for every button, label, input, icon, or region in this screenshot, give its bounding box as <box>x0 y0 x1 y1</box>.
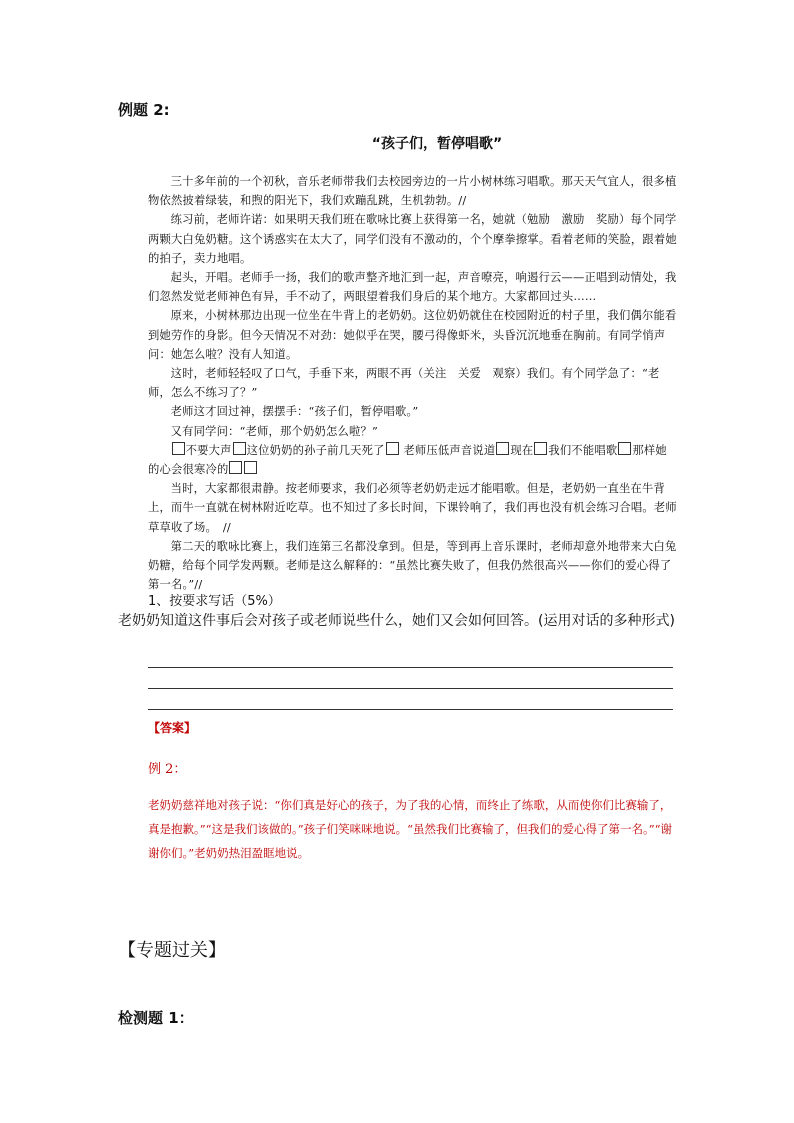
question-label: 1、按要求写话（5%） <box>148 594 281 609</box>
blank-box <box>233 442 246 455</box>
story-paragraph: 练习前，老师许诺：如果明天我们班在歌咏比赛上获得第一名，她就（勉励 激励 奖励）每个同学两颗大白兔奶糖。这个诱惑实在太大了，同学们没有不激动的，个个摩拳擦掌。看着老师的笑脸，跟着她的拍子，卖力地唱。 <box>148 213 677 265</box>
section-title: 【专题过关】 <box>118 940 226 961</box>
check-label: 检测题 1： <box>118 1009 194 1027</box>
story-paragraph: 三十多年前的一个初秋，音乐老师带我们去校园旁边的一片小树林练习唱歌。那天天气宜人，很多植物依然披着绿装，和煦的阳光下，我们欢蹦乱跳，生机勃勃。// <box>148 175 677 208</box>
story-paragraph: 又有同学问：“老师，那个奶奶怎么啦？” <box>170 424 378 438</box>
blank-box <box>496 442 509 455</box>
blank-box <box>229 461 242 474</box>
story-paragraph: 当时，大家都很肃静。按老师要求，我们必须等老奶奶走远才能唱歌。但是，老奶奶一直坐在牛背上，而牛一直就在树林附近吃草。也不知过了多长时间，下课铃响了，我们再也没有机会练习合唱。老师草草收了场。 // <box>148 482 677 534</box>
blank-box <box>618 442 631 455</box>
story-paragraph: 第二天的歌咏比赛上，我们连第三名都没拿到。但是，等到再上音乐课时，老师却意外地带来大白兔奶糖，给每个同学发两颗。老师是这么解释的：“虽然比赛失败了，但我仍然很高兴——你们的爱心得了第一名。”// <box>148 539 677 592</box>
story-title: “孩子们，暂停唱歌” <box>371 136 503 152</box>
blank-box <box>244 461 257 474</box>
blank-box <box>386 442 399 455</box>
answer-text: 老奶奶慈祥地对孩子说：“你们真是好心的孩子，为了我的心情，而终止了练歌，从而使你们比赛输了，真是抱歉。”“这是我们该做的。”孩子们笑咪咪地说。“虽然我们比赛输了，但我们的爱心得了第一名。”“谢谢你们。”老奶奶热泪盈眶地说。 <box>148 798 673 860</box>
example-label: 例题 2: <box>118 101 170 119</box>
story-paragraph: 老师这才回过神，摆摆手：“孩子们，暂停唱歌。” <box>170 405 419 419</box>
answer-example-label: 例 2： <box>148 762 187 777</box>
blank-box <box>172 442 185 455</box>
answer-line[interactable] <box>148 688 673 689</box>
story-body <box>148 172 678 594</box>
story-paragraph: 原来，小树林那边出现一位坐在牛背上的老奶奶。这位奶奶就住在校园附近的村子里，我们偶尔能看到她劳作的身影。但今天情况不对劲：她似乎在哭，腰弓得像虾米，头昏沉沉地垂在胸前。有同学悄声问：她怎么啦？没有人知道。 <box>148 309 677 361</box>
question-text: 老奶奶知道这件事后会对孩子或老师说些什么，她们又会如何回答。(运用对话的多种形式) <box>118 613 675 629</box>
punctuation-exercise: 不要大声 这位奶奶的孙子前几天死了 老师压低声音说道 现在 我们不能唱歌 那样她的心会很寒冷的 <box>148 443 667 477</box>
story-paragraph: 起头，开唱。老师手一扬，我们的歌声整齐地汇到一起，声音嘹亮，响遏行云——正唱到动情处，我们忽然发觉老师神色有异，手不动了，两眼望着我们身后的某个地方。大家都回过头…… <box>148 271 677 304</box>
blank-box <box>534 442 547 455</box>
answer-line[interactable] <box>148 667 673 668</box>
answer-tag: 【答案】 <box>148 721 197 735</box>
story-paragraph: 这时，老师轻轻叹了口气，手垂下来，两眼不再（关注 关爱 观察）我们。有个同学急了：“老师，怎么不练习了？” <box>148 367 660 400</box>
answer-line[interactable] <box>148 709 673 710</box>
